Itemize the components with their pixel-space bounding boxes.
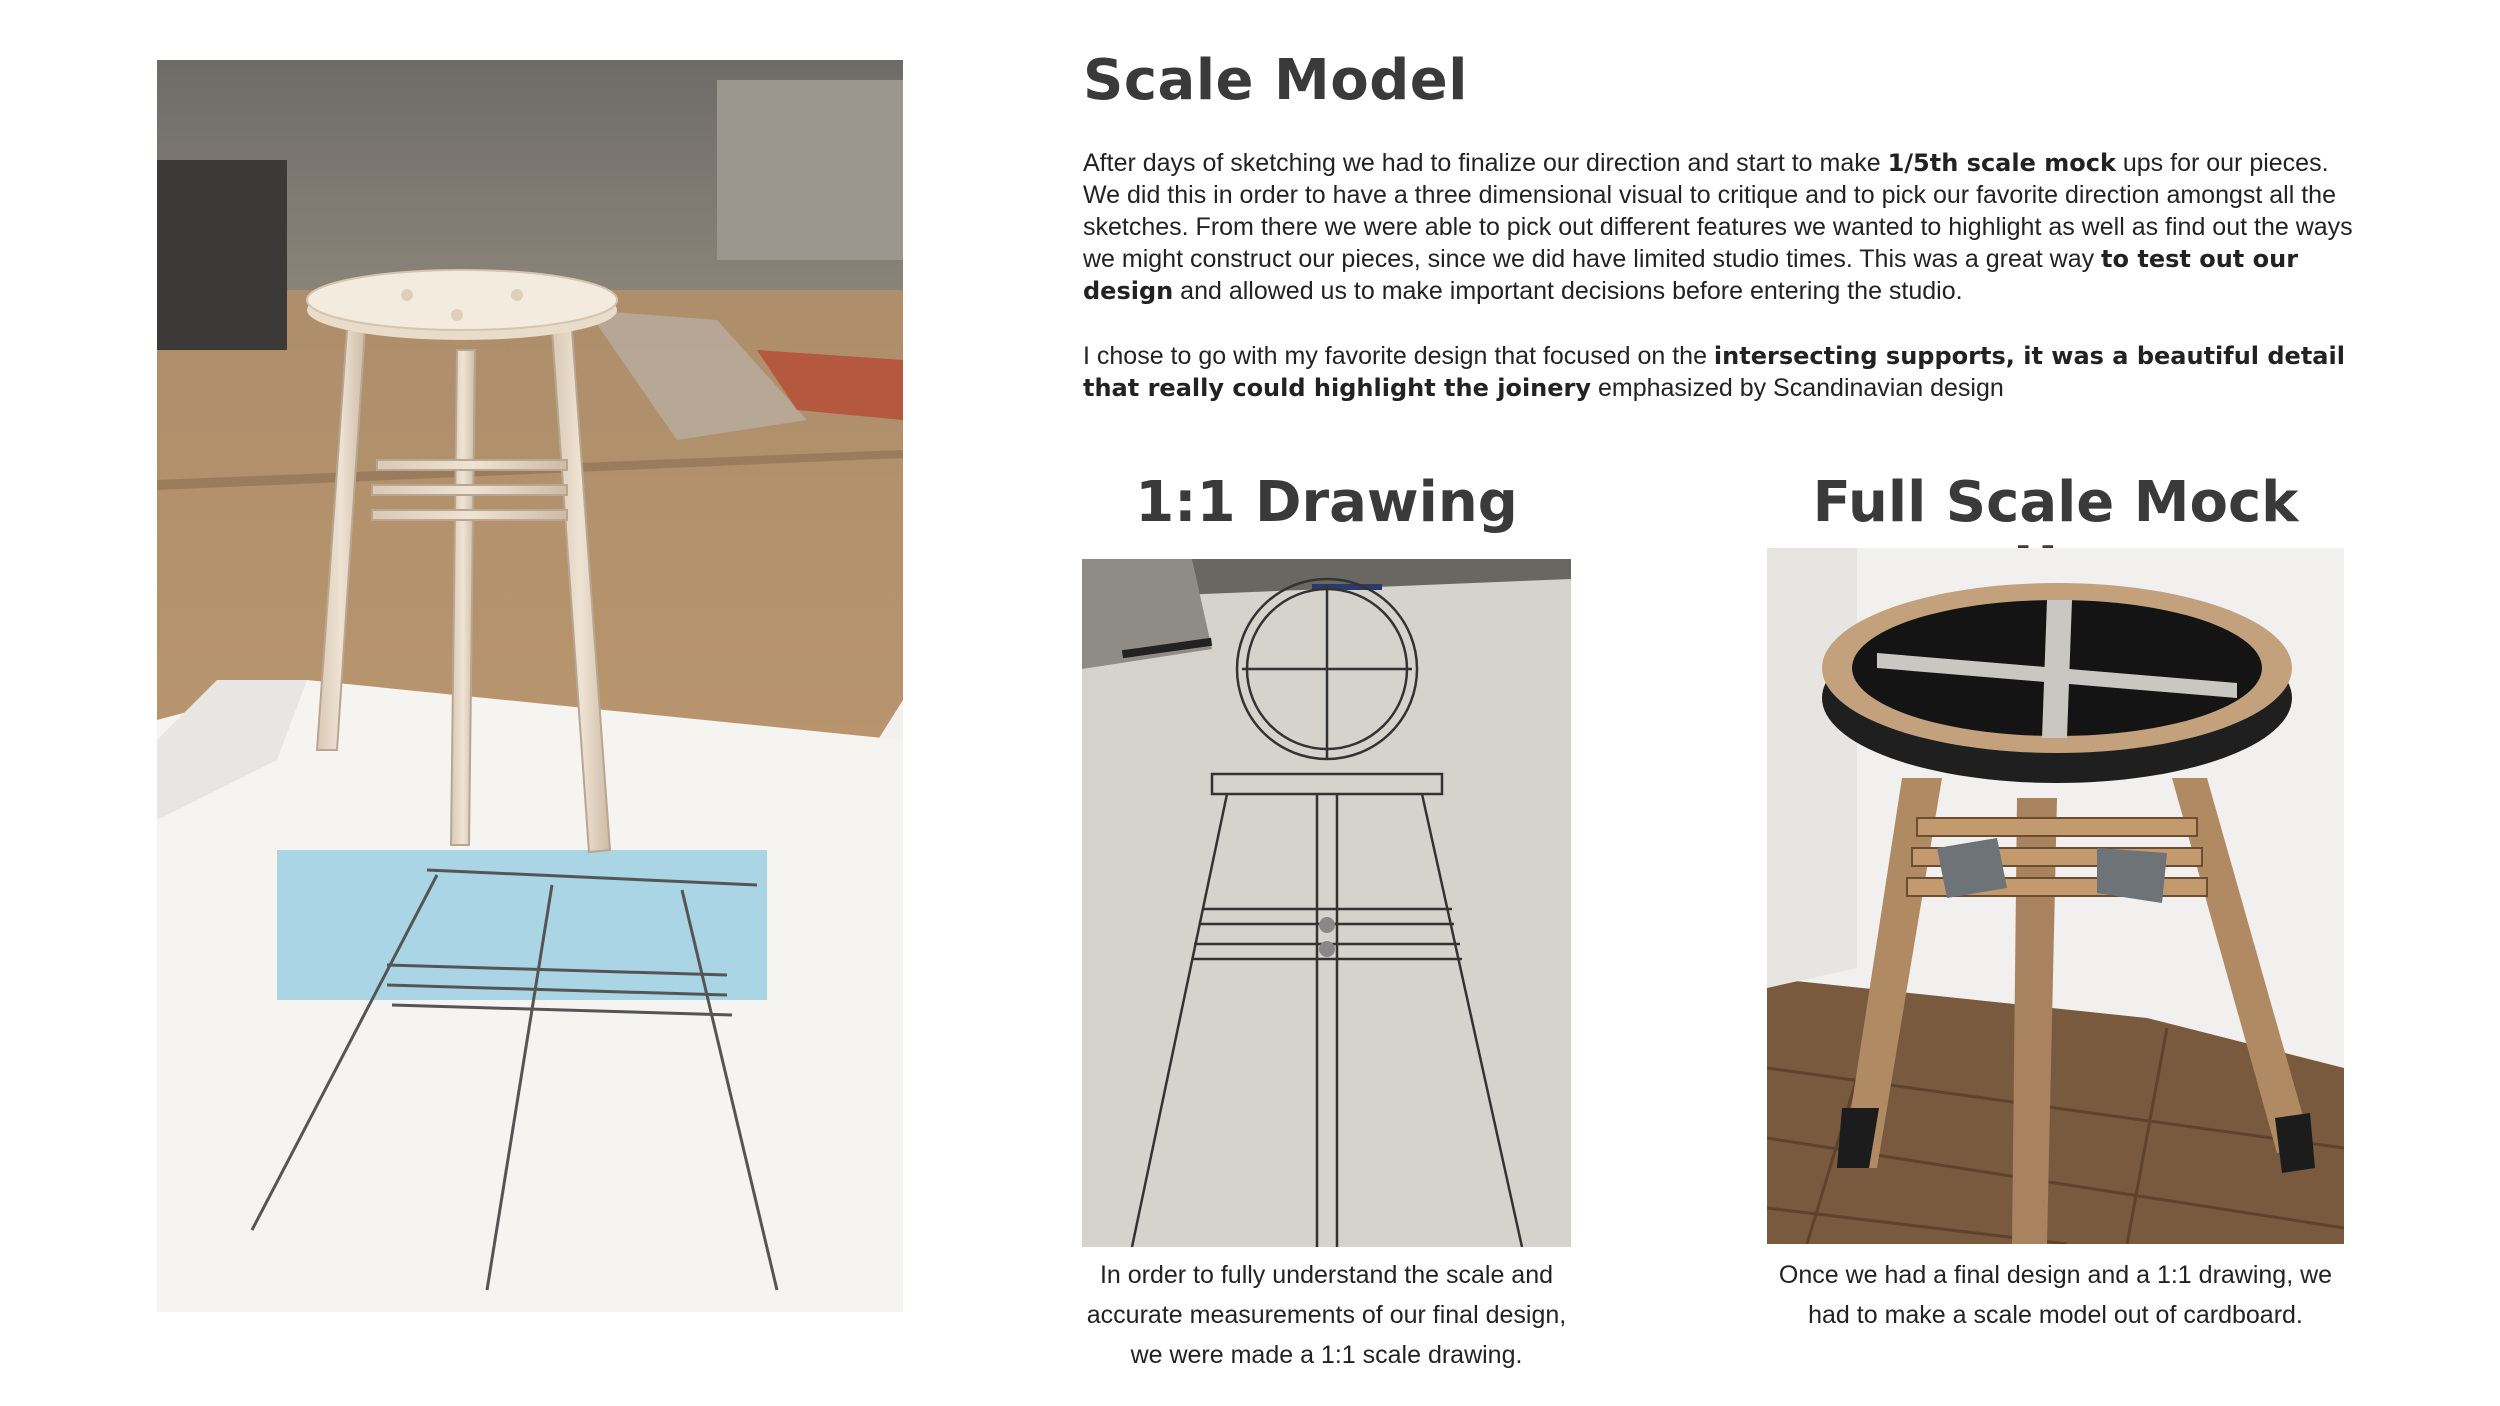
cardboard-mockup-photo xyxy=(1767,548,2344,1244)
scale-model-photo xyxy=(157,60,903,1312)
emphasis-scale-mock: 1/5th scale mock xyxy=(1887,149,2116,177)
mockup-section-title: Full Scale Mock xyxy=(1812,470,2299,535)
drawing-section-title: 1:1 Drawing xyxy=(1135,470,1518,535)
design-choice-paragraph: I chose to go with my favorite design that focused on the intersecting supports, it was a beautiful detail that really could highlight the joinery emphasized by Scandinavian design xyxy=(1083,342,2345,402)
emphasis-intersecting-supports: intersecting supports, it was a beautiful detail that really could highlight the joinery xyxy=(1083,342,2345,402)
full-scale-drawing-photo xyxy=(1082,559,1571,1247)
drawing-caption: In order to fully understand the scale and accurate measurements of our final design, we were made a 1:1 scale drawing. xyxy=(1086,1261,1567,1369)
mockup-caption: Once we had a final design and a 1:1 drawing, we had to make a scale model out of cardboard. xyxy=(1778,1261,2333,1329)
page-title: Scale Model xyxy=(1083,48,1468,113)
intro-paragraph: After days of sketching we had to finalize our direction and start to make 1/5th scale mock ups for our pieces. We did this in order to have a three dimensional visual to critique and to pick our favorite direction amongst all the sketches. From there we were able to pick out different features we wanted to highlight as well as find out the ways we might construct our pieces, since we did have limited studio times. This was a great way to test out our design and allowed us to make important decisions before entering the studio. xyxy=(1083,149,2353,305)
emphasis-test-design: to test out our design xyxy=(1083,245,2299,305)
